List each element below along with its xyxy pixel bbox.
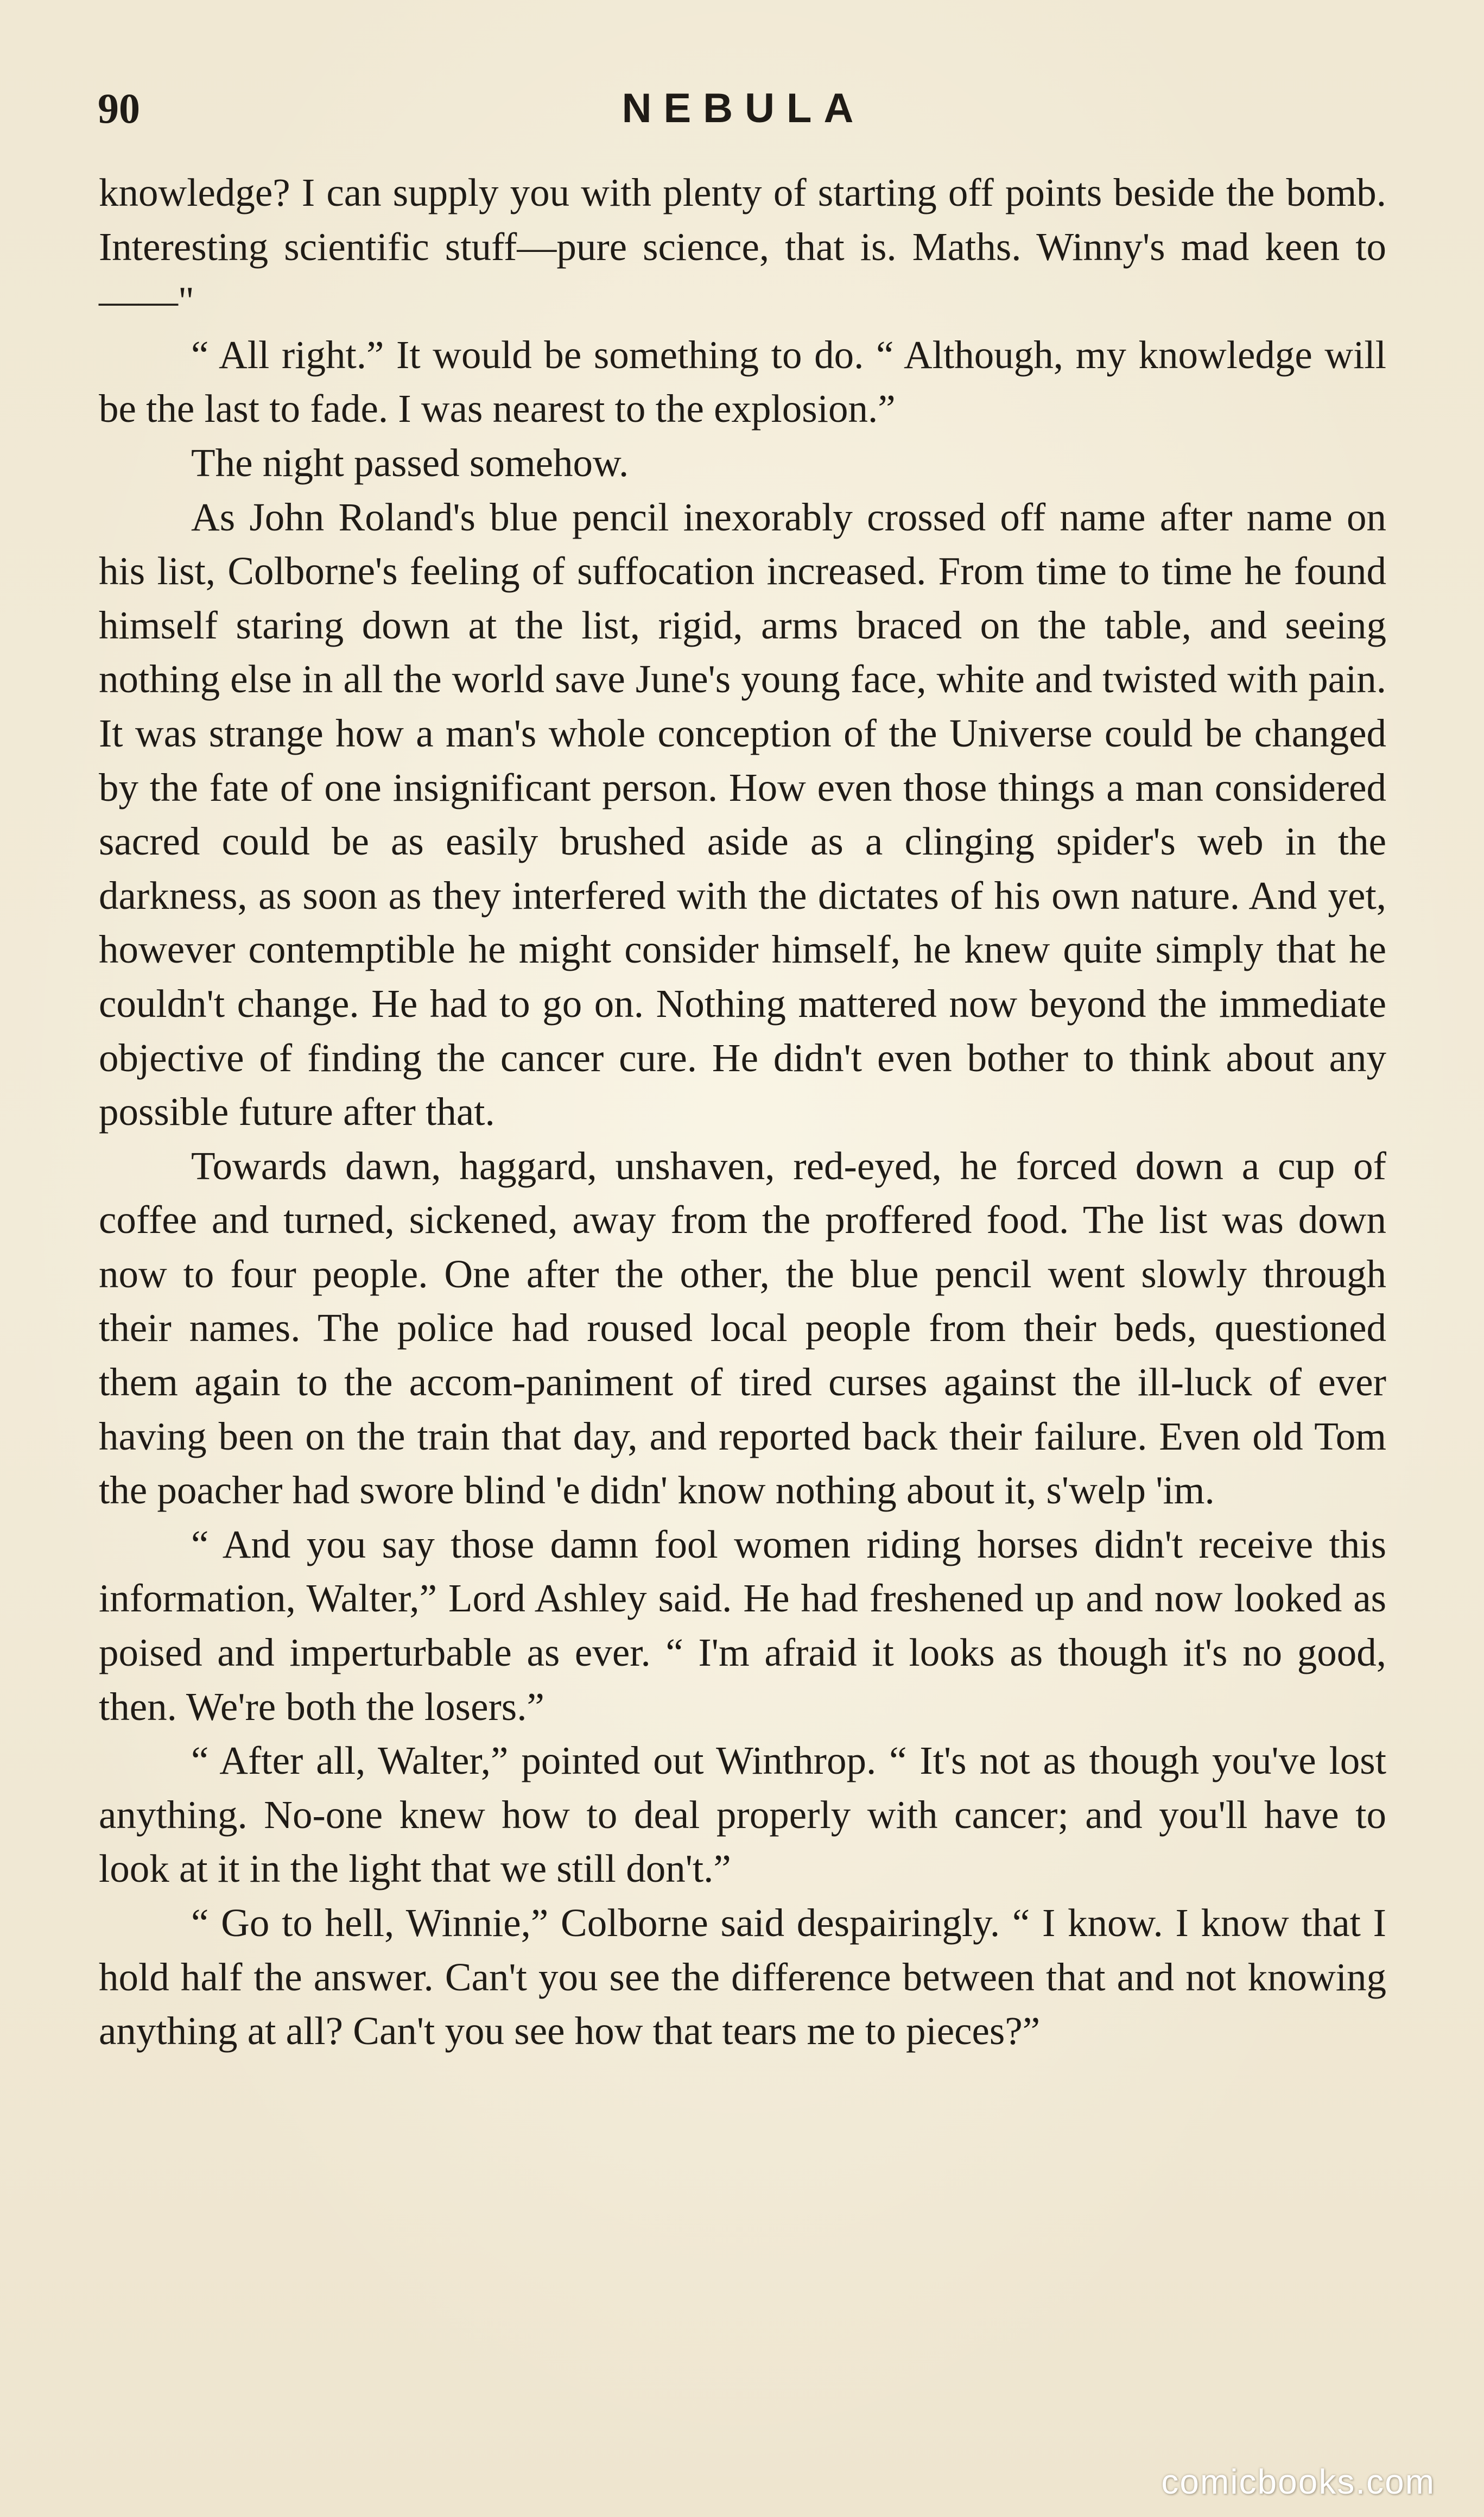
- page-number: 90: [98, 85, 140, 132]
- paragraph: Towards dawn, haggard, unshaven, red-eyed, he forced down a cup of coffee and turned, sickened, away from the proffered food. The list was down now to four people. One after the other, the blue pencil went slowly through their names. The police had roused local people from their beds, questioned them again to the accom-paniment of tired curses against the ill-luck of ever having been on the train that day, and reported back their failure. Even old Tom the poacher had swore blind 'e didn' know nothing about it, s'welp 'im.: [99, 1143, 1386, 1513]
- paragraph: “ All right.” It would be something to do. “ Although, my knowledge will be the last to fade. I was nearest to the explosion.”: [99, 332, 1386, 431]
- paragraph: As John Roland's blue pencil inexorably crossed off name after name on his list, Colborne's feeling of suffocation increased. From time to time he found himself staring down at the list, rigid, arms braced on the table, and seeing nothing else in all the world save June's young face, white and twisted with pain. It was strange how a man's whole conception of the Universe could be changed by the fate of one insignificant person. How even those things a man considered sacred could be as easily brushed aside as a clinging spider's web in the darkness, as soon as they interfered with the dictates of his own nature. And yet, however contemptible he might consider himself, he knew quite simply that he couldn't change. He had to go on. Nothing mattered now beyond the immediate objective of finding the cancer cure. He didn't even bother to think about any possible future after that.: [99, 495, 1386, 1134]
- watermark: comicbooks.com: [1161, 2462, 1435, 2501]
- paragraph: The night passed somehow.: [191, 440, 629, 485]
- paragraph: “ After all, Walter,” pointed out Winthrop. “ It's not as though you've lost anything. No-one knew how to deal properly with cancer; and you'll have to look at it in the light that we still don't.”: [99, 1738, 1386, 1891]
- paragraph: “ Go to hell, Winnie,” Colborne said despairingly. “ I know. I know that I hold half the answer. Can't you see the difference between that and not knowing anything at all? Can't you see how that tears me to pieces?”: [99, 1901, 1386, 2053]
- paragraph: knowledge? I can supply you with plenty of starting off points beside the bomb. Interesting scientific stuff—pure science, that is. Maths. Winny's mad keen to——": [99, 170, 1386, 323]
- journal-title: NEBULA: [621, 85, 866, 131]
- body-text: [99, 166, 1386, 2058]
- running-head: [98, 81, 1390, 136]
- paragraph: “ And you say those damn fool women riding horses didn't receive this information, Walter,” Lord Ashley said. He had freshened up and now looked as poised and imperturbable as ever. “ I'm afraid it looks as though it's no good, then. We're both the losers.”: [99, 1522, 1386, 1729]
